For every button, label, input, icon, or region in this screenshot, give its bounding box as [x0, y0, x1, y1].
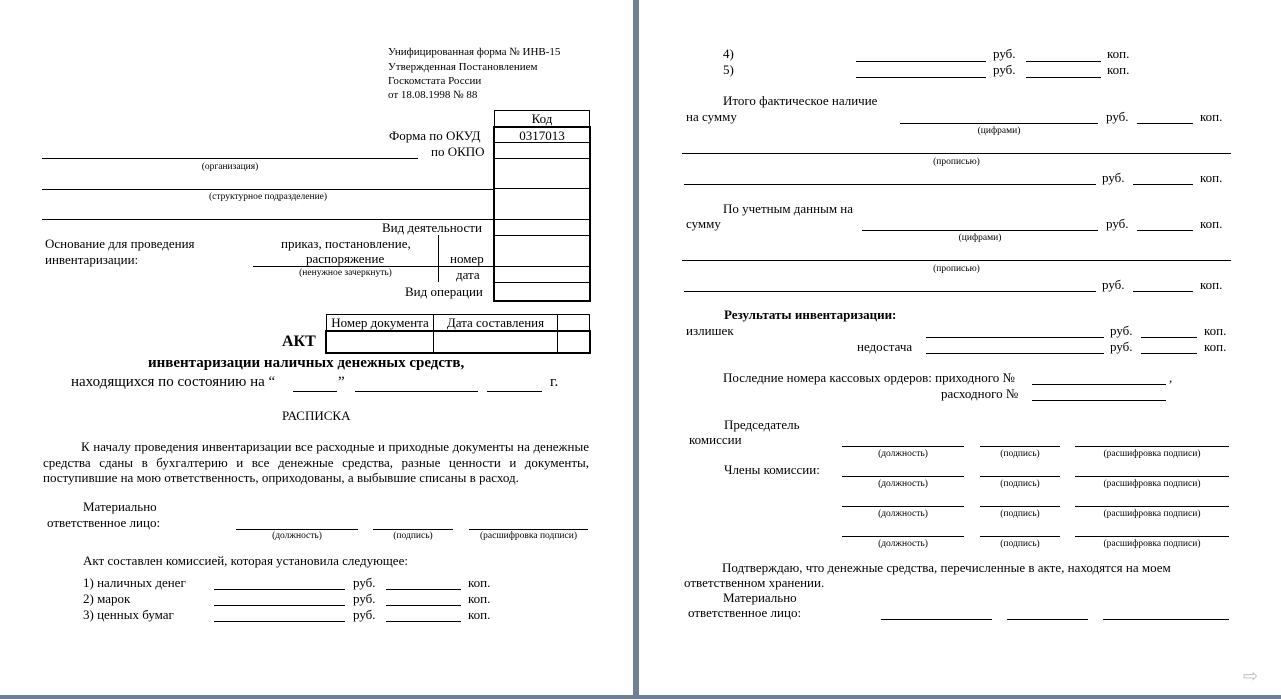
okpo-label: по ОКПО	[431, 144, 485, 159]
rub-label: руб.	[993, 46, 1016, 61]
number-label: номер	[450, 251, 484, 266]
kop-label: коп.	[1107, 62, 1130, 77]
sig-decode-caption: (расшифровка подписи)	[1103, 479, 1201, 489]
doc-table-body	[325, 330, 591, 354]
sig-signature-caption: (подпись)	[1000, 509, 1040, 519]
organization-line	[42, 158, 418, 159]
operation-label: Вид операции	[405, 284, 483, 299]
kop-label: коп.	[1200, 109, 1223, 124]
year-suffix: г.	[550, 374, 559, 390]
last-orders-label-1: Последние номера кассовых ордеров: приходного №	[723, 370, 1015, 385]
kop-label: коп.	[1107, 46, 1130, 61]
sig-signature-caption: (подпись)	[393, 531, 433, 541]
results-title: Результаты инвентаризации:	[724, 307, 897, 322]
code-header: Код	[531, 111, 553, 126]
sig-signature-caption: (подпись)	[1000, 479, 1040, 489]
confirm-text-2: ответственном хранении.	[684, 575, 825, 590]
receipt-title: РАСПИСКА	[282, 408, 351, 423]
kop-label: коп.	[1200, 170, 1223, 185]
rub-label: руб.	[353, 575, 376, 590]
rub-label: руб.	[1110, 339, 1133, 354]
form-header-line1: Унифицированная форма № ИНВ-15	[388, 46, 561, 58]
kop-label: коп.	[468, 575, 491, 590]
rub-label: руб.	[1106, 216, 1129, 231]
date-label: дата	[456, 267, 480, 282]
item-label: 3) ценных бумаг	[83, 607, 174, 622]
sig-position-caption: (должность)	[878, 539, 928, 549]
form-header-line2: Утвержденная Постановлением	[388, 61, 538, 73]
confirm-text-1: Подтверждаю, что денежные средства, перечисленные в акте, находятся на моем	[722, 560, 1171, 575]
left-page	[0, 0, 633, 695]
chairman-label-1: Председатель	[724, 417, 800, 432]
item-label: 2) марок	[83, 591, 131, 606]
actual-total-label-1: Итого фактическое наличие	[723, 93, 878, 108]
sig-signature-caption: (подпись)	[1000, 539, 1040, 549]
receipt-text: К началу проведения инвентаризации все расходные и приходные документы на денежные средства сданы в бухгалтерию и все денежные средства, разные ценности и документы, поступившие на мою ответственность, оприходованы, а выбывшие списаны в расход.	[43, 439, 589, 485]
sig-decode-caption: (расшифровка подписи)	[1103, 449, 1201, 459]
sig-position-caption: (должность)	[878, 479, 928, 489]
members-label: Члены комиссии:	[724, 462, 820, 477]
responsible-label-2: ответственное лицо:	[47, 515, 161, 530]
item-label: 5)	[723, 62, 734, 77]
order-line1: приказ, постановление,	[281, 236, 411, 251]
item-label: 1) наличных денег	[83, 575, 186, 590]
basis-label-1: Основание для проведения	[45, 236, 195, 251]
sig-position-caption: (должность)	[878, 509, 928, 519]
rub-label: руб.	[1102, 170, 1125, 185]
last-orders-label-2: расходного №	[941, 386, 1019, 401]
responsible-label-1: Материально	[723, 590, 797, 605]
shortage-label: недостача	[857, 339, 913, 354]
code-table	[493, 126, 591, 302]
sig-position-caption: (должность)	[878, 449, 928, 459]
accounting-label-1: По учетным данным на	[723, 201, 854, 216]
kop-label: коп.	[1200, 277, 1223, 292]
sig-decode-caption: (расшифровка подписи)	[480, 531, 577, 541]
responsible-label-2: ответственное лицо:	[688, 605, 802, 620]
kop-label: коп.	[468, 591, 491, 606]
in-words-caption: (прописью)	[933, 264, 980, 274]
organization-caption: (организация)	[201, 162, 259, 172]
kop-label: коп.	[468, 607, 491, 622]
rub-label: руб.	[353, 591, 376, 606]
sig-decode-caption: (расшифровка подписи)	[1103, 539, 1201, 549]
in-figures-caption: (цифрами)	[958, 233, 1002, 243]
surplus-label: излишек	[686, 323, 734, 338]
actual-total-label-2: на сумму	[686, 109, 737, 124]
right-page	[639, 0, 1281, 695]
act-subtitle: инвентаризации наличных денежных средств,	[148, 355, 465, 371]
last-orders-comma: ,	[1169, 370, 1173, 385]
in-figures-caption: (цифрами)	[977, 126, 1021, 136]
doc-number-header: Номер документа	[331, 315, 429, 330]
doc-date-header: Дата составления	[446, 315, 545, 330]
act-title: АКТ	[282, 333, 316, 350]
kop-label: коп.	[1200, 216, 1223, 231]
rub-label: руб.	[353, 607, 376, 622]
sig-decode-caption: (расшифровка подписи)	[1103, 509, 1201, 519]
subdivision-caption: (структурное подразделение)	[208, 192, 328, 202]
closing-quote: ”	[338, 374, 345, 390]
rub-label: руб.	[1110, 323, 1133, 338]
in-words-caption: (прописью)	[933, 157, 980, 167]
responsible-label-1: Материально	[83, 499, 157, 514]
activity-label: Вид деятельности	[382, 220, 482, 235]
okud-label: Форма по ОКУД	[389, 128, 481, 143]
item-label: 4)	[723, 46, 734, 61]
next-page-arrow-icon[interactable]: ⇨	[1243, 666, 1259, 687]
chairman-label-2: комиссии	[689, 432, 742, 447]
sig-position-caption: (должность)	[272, 531, 322, 541]
form-header-line4: от 18.08.1998 № 88	[388, 89, 478, 101]
accounting-label-2: сумму	[686, 216, 721, 231]
okud-value: 0317013	[519, 128, 565, 143]
state-line-prefix: находящихся по состоянию на “	[71, 374, 276, 390]
rub-label: руб.	[993, 62, 1016, 77]
kop-label: коп.	[1204, 323, 1227, 338]
cross-out-caption: (ненужное зачеркнуть)	[299, 268, 392, 278]
form-header-line3: Госкомстата России	[388, 75, 482, 87]
rub-label: руб.	[1106, 109, 1129, 124]
commission-text: Акт составлен комиссией, которая установила следующее:	[83, 553, 408, 568]
sig-signature-caption: (подпись)	[1000, 449, 1040, 459]
order-line2: распоряжение	[306, 251, 385, 266]
basis-label-2: инвентаризации:	[45, 252, 139, 267]
rub-label: руб.	[1102, 277, 1125, 292]
kop-label: коп.	[1204, 339, 1227, 354]
subdivision-line	[42, 189, 494, 190]
